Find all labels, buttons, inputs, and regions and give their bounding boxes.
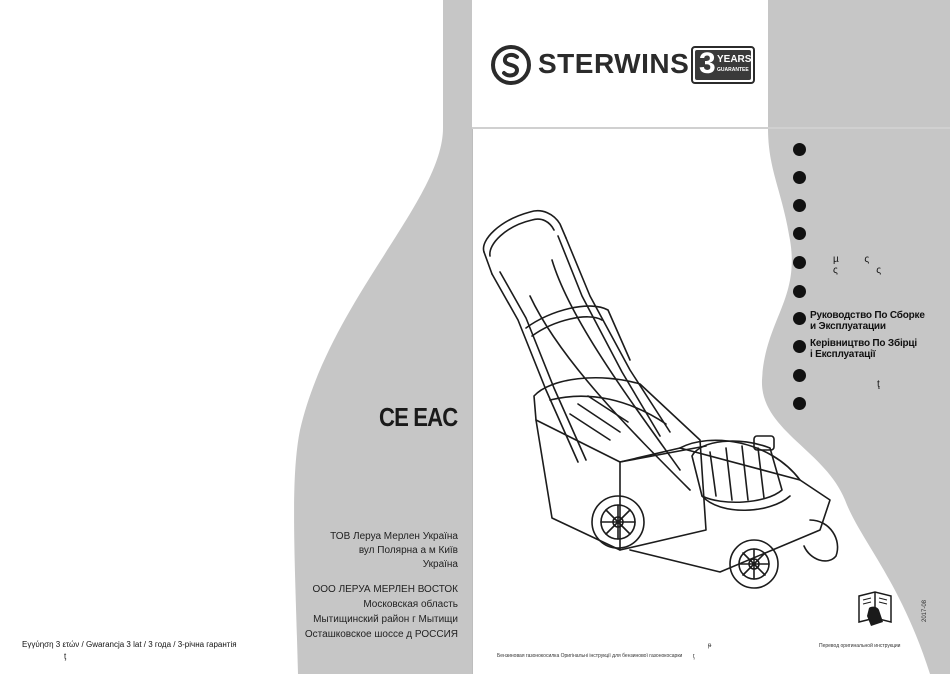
- guarantee-badge-icon: [691, 46, 755, 84]
- language-bullet-icon: [793, 369, 806, 382]
- language-bullet-icon: [793, 143, 806, 156]
- footer-date: 2017-08: [922, 599, 928, 622]
- footer-right-text: Перевод оригинальной инструкции: [819, 643, 901, 649]
- language-bullet-icon: [793, 256, 806, 269]
- footer-left-mark: ţ: [693, 654, 695, 660]
- guarantee-text: Εγγύηση 3 ετών / Gwarancja 3 lat / 3 года / 3-річна гарантія: [22, 640, 237, 649]
- address-russia-line3: Мытищинский район г Мытищи: [313, 614, 458, 625]
- language-bullet-icon: [793, 171, 806, 184]
- sterwins-logo-icon: [490, 44, 532, 86]
- badge-line1: YEARS: [717, 54, 752, 65]
- address-ukraine-line2: вул Полярна а м Київ: [358, 545, 458, 556]
- address-russia-line2: Московская область: [363, 599, 458, 610]
- address-russia-line1: ООО ЛЕРУА МЕРЛЕН ВОСТОК: [312, 584, 458, 595]
- footer-middle-mark: ᵽ: [708, 643, 712, 649]
- guarantee-subtext: ţ: [64, 652, 67, 661]
- certification-marks: CE EAC: [379, 402, 458, 432]
- footer-left-text: Бензиновая газонокосилка Оригінальні інструкції для бензинової газонокосарки: [497, 653, 683, 659]
- language-bullet-icon: [793, 340, 806, 353]
- badge-line2: GUARANTEE: [717, 67, 749, 73]
- language-bullet-icon: [793, 397, 806, 410]
- address-ukraine-line1: ТОВ Леруа Мерлен Україна: [330, 531, 458, 542]
- brand-name: STERWINS: [538, 48, 690, 79]
- read-manual-icon: [855, 588, 895, 628]
- language-bullet-icon: [793, 199, 806, 212]
- language-bullet-icon: [793, 312, 806, 325]
- language-bullet-icon: [793, 285, 806, 298]
- brand-logo: [490, 44, 760, 86]
- address-russia-line4: Осташковское шоссе д РОССИЯ: [304, 629, 458, 640]
- language-bullet-icon: [793, 227, 806, 240]
- badge-number: 3: [699, 47, 716, 80]
- address-ukraine-line3: Україна: [422, 559, 458, 570]
